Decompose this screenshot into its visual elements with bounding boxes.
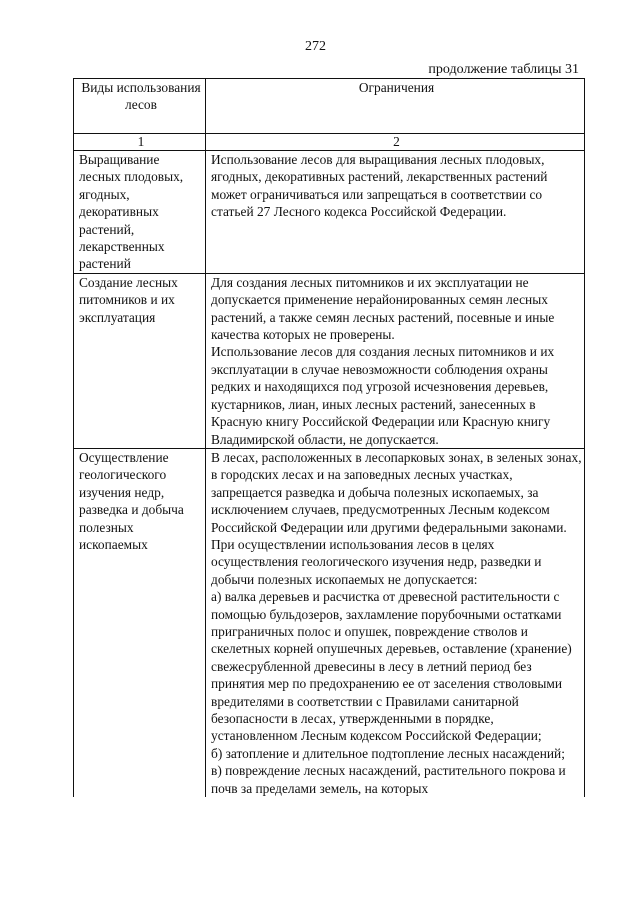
restrictions-cell — [206, 151, 585, 274]
page-number: 272 — [305, 39, 326, 54]
forest-use-cell: Выращивание лесных плодовых, ягодных, декоративных растений, лекарственных растений — [74, 151, 206, 274]
restriction-item-b: б) затопление и длительное подтопление лесных насаждений; — [211, 745, 565, 761]
restriction-item-c: в) повреждение лесных насаждений, растительного покрова и почв за пределами земель, на которых — [211, 763, 566, 796]
table-row — [74, 151, 585, 274]
restrictions-cell — [206, 448, 585, 797]
restriction-paragraph: В лесах, расположенных в лесопарковых зонах, в зеленых зонах, в городских лесах и на заповедных лесных участках, запрещается разведка и добыча полезных ископаемых, за исключением случаев, предусмотренных Лесным кодексом Российской Федерации или другими федеральными законами. — [211, 449, 582, 535]
restrictions-cell — [206, 273, 585, 448]
table-row — [74, 448, 585, 797]
restriction-paragraph: При осуществлении использования лесов в целях осуществления геологического изучения недр, разведки и добычи полезных ископаемых не допускается: — [211, 536, 542, 587]
restriction-paragraph: Использование лесов для создания лесных питомников и их эксплуатации в случае невозможности соблюдения охраны редких и находящихся под угрозой исчезновения деревьев, кустарников, лиан, иных лесных растений, занесенных в Красную книгу Российской Федерации или Красную книгу Владимирской области, не допускается. — [211, 344, 555, 447]
header-restrictions: Ограничения — [206, 79, 585, 134]
table-row — [74, 273, 585, 448]
column-number-2: 2 — [206, 134, 585, 151]
restriction-paragraph: Для создания лесных питомников и их эксплуатации не допускается применение нерайонированных семян лесных растений, а также семян лесных растений, посевные и иные качества которых не проверены. — [211, 274, 555, 343]
forest-use-cell: Создание лесных питомников и их эксплуатация — [74, 273, 206, 448]
table-continuation-label: продолжение таблицы 31 — [428, 62, 579, 77]
column-number-row — [74, 134, 585, 151]
restriction-item-a: а) валка деревьев и расчистка от древесной растительности с помощью бульдозеров, захламление порубочными остатками приграничных полос и опушек, повреждение стволов и скелетных корней опушечных деревьев, оставление (хранение) свежесрубленной древесины в лесу в летний период без принятия мер по предохранению ее от заселения стволовыми вредителями в соответствии с Правилами санитарной безопасности в лесах, утвержденными в порядке, установленном Лесным кодексом Российской Федерации; — [211, 589, 572, 744]
header-forest-use-types: Виды использования лесов — [74, 79, 206, 134]
table-header-row — [74, 79, 585, 134]
restrictions-table — [73, 78, 585, 797]
forest-use-cell: Осуществление геологического изучения недр, разведка и добыча полезных ископаемых — [74, 448, 206, 797]
restriction-paragraph: Использование лесов для выращивания лесных плодовых, ягодных, декоративных растений, лекарственных растений может ограничиваться или запрещаться в соответствии со статьей 27 Лесного кодекса Российской Федерации. — [211, 152, 548, 220]
column-number-1: 1 — [74, 134, 206, 151]
